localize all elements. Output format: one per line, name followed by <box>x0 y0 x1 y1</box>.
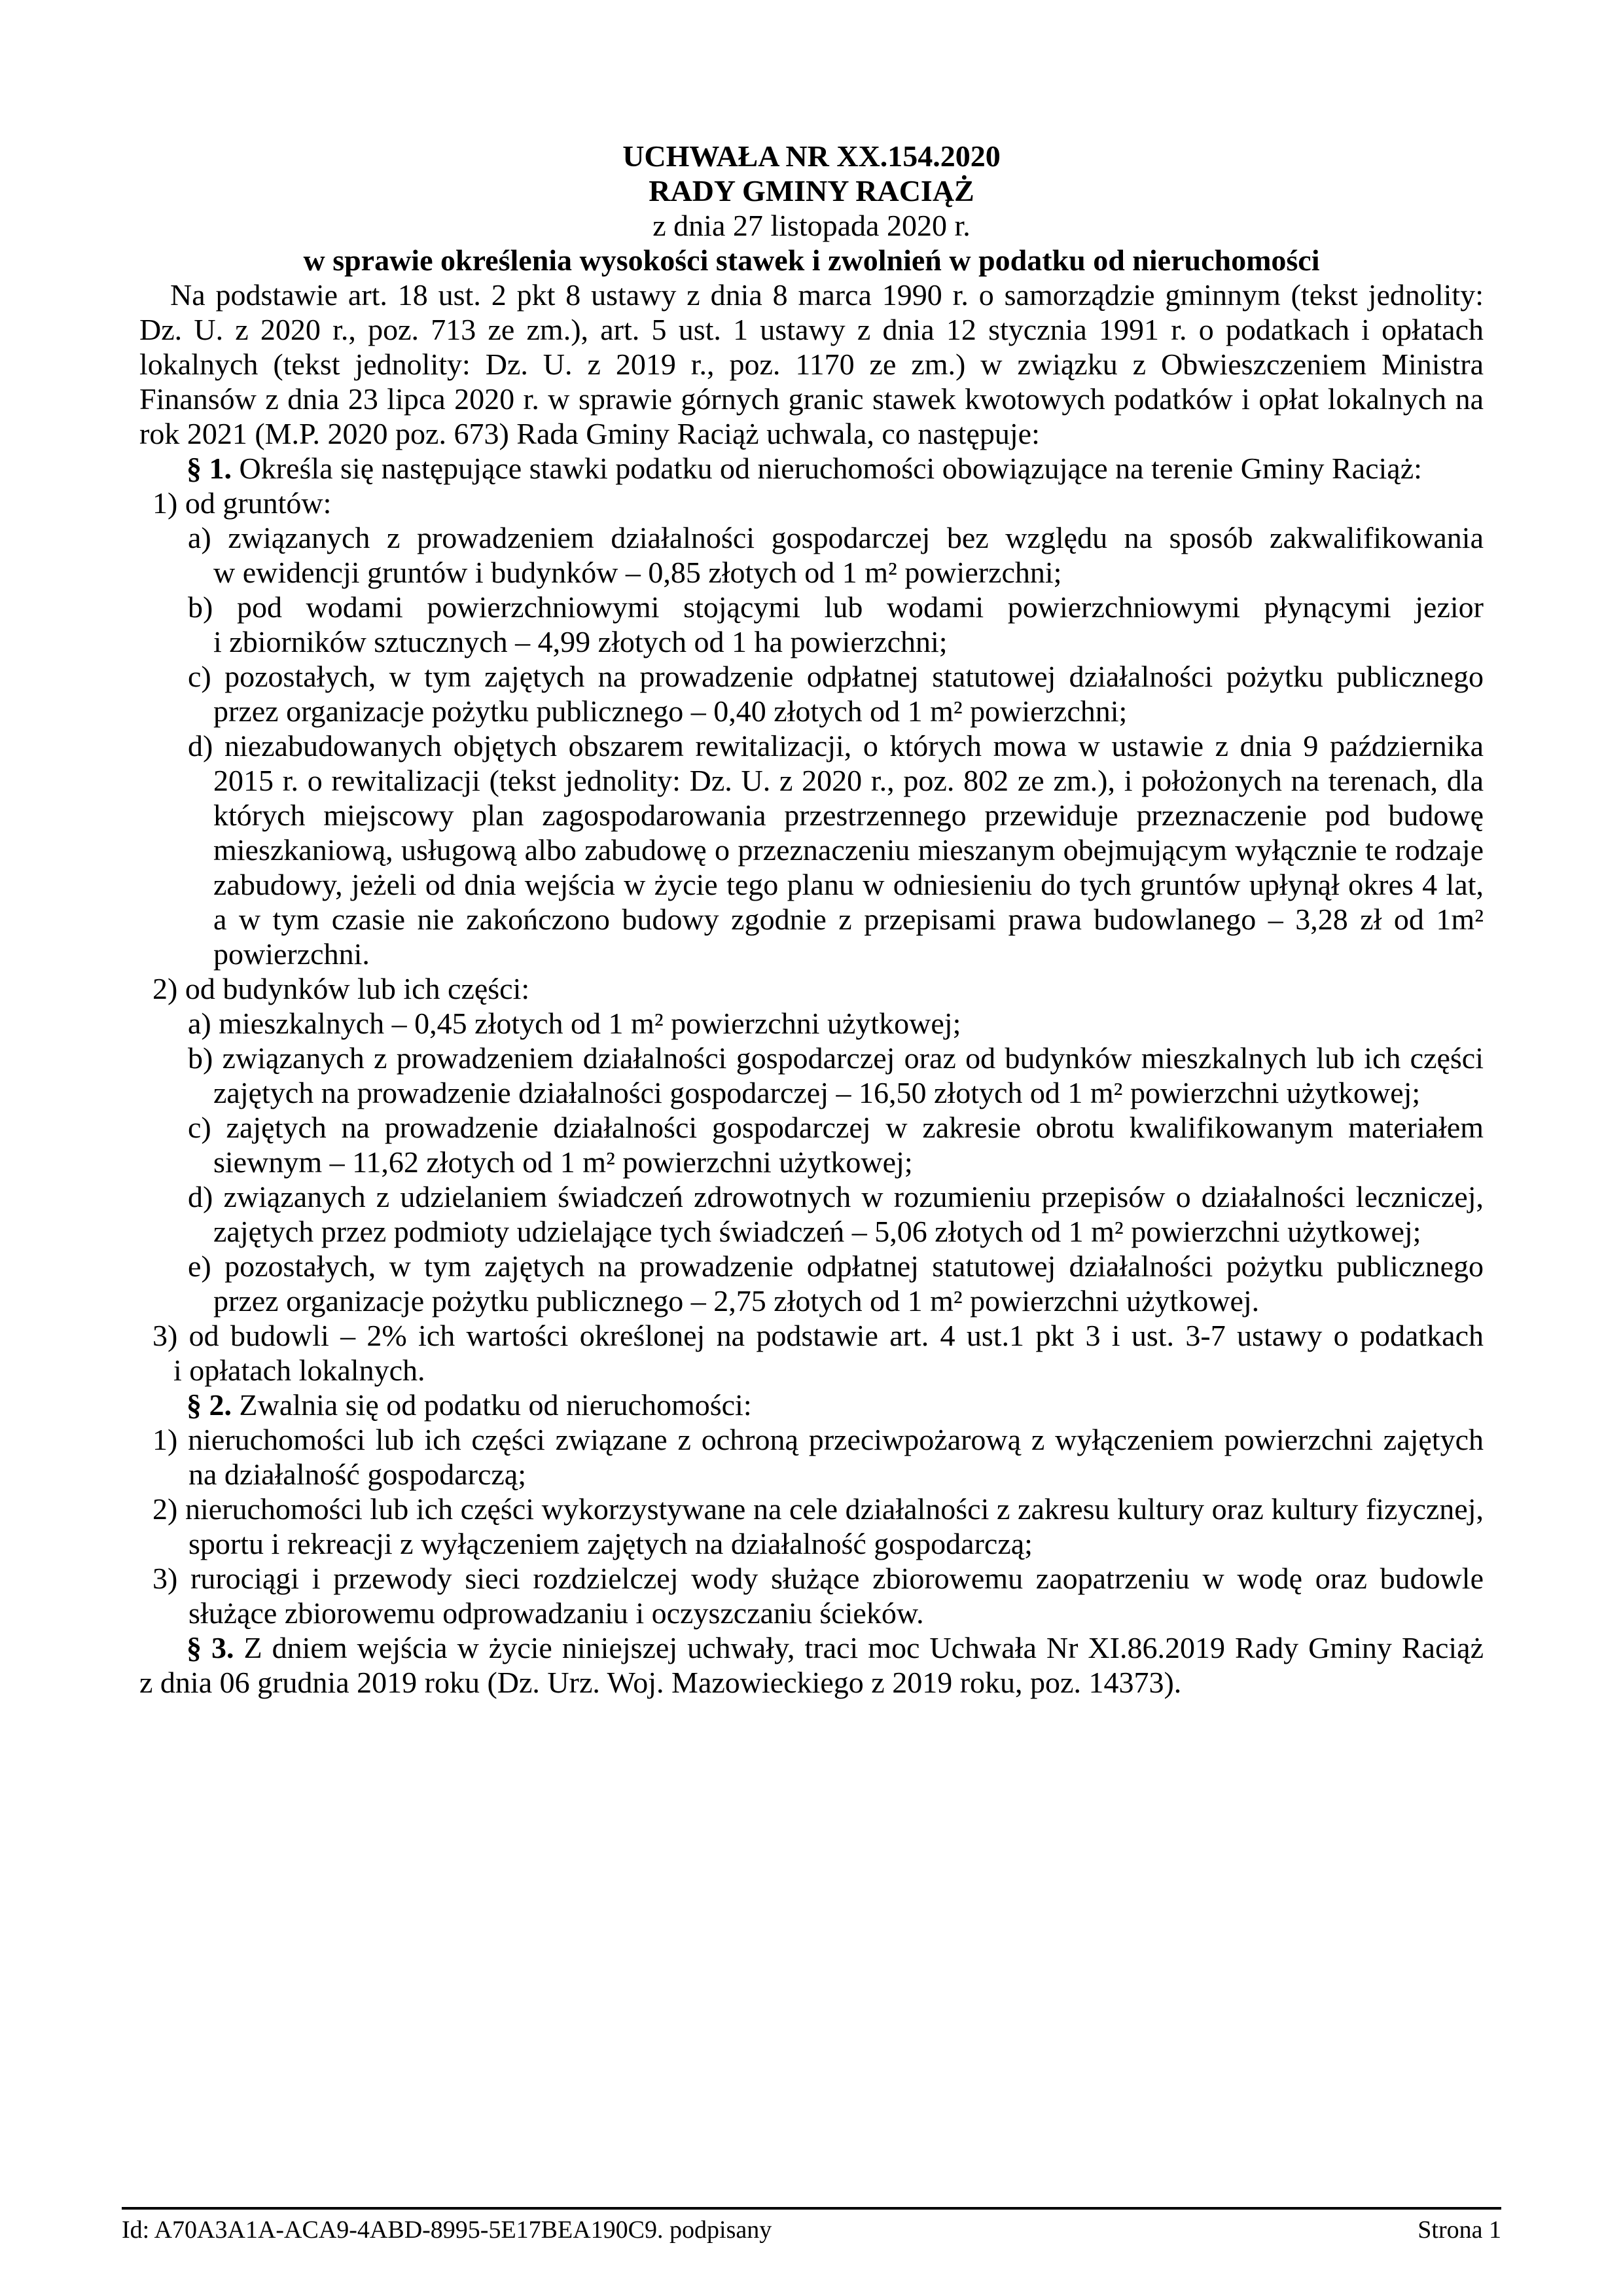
list-item-structures <box>139 1318 1484 1388</box>
exemption-item-1 <box>139 1422 1484 1492</box>
list-item-buildings-d-text: związanych z udzielaniem świadczeń zdrowotnych w rozumieniu przepisów o działalności leczniczej, zajętych przez podmioty udzielające tych świadczeń – 5,06 złotych od 1 m² powierzchni użytkowej; <box>213 1180 1484 1248</box>
list-item-grounds-marker: 1) <box>152 486 178 520</box>
exemption-item-3-text: rurociągi i przewody sieci rozdzielczej wody służące zbiorowemu zaopatrzeniu w wodę oraz budowle służące zbiorowemu odprowadzaniu i oczyszczaniu ścieków. <box>188 1562 1484 1630</box>
list-item-buildings-c-marker: c) <box>188 1111 211 1144</box>
list-item-grounds-c <box>139 659 1484 728</box>
list-item-buildings-marker: 2) <box>152 972 178 1005</box>
page-footer <box>122 2215 1501 2245</box>
list-item-buildings-a <box>139 1006 1484 1041</box>
footer-document-id: Id: A70A3A1A-ACA9-4ABD-8995-5E17BEA190C9. podpisany <box>122 2216 772 2244</box>
section-3-marker: § 3. <box>187 1631 234 1664</box>
list-item-buildings-c-text: zajętych na prowadzenie działalności gospodarczej w zakresie obrotu kwalifikowanym materiałem siewnym – 11,62 złotych od 1 m² powierzchni użytkowej; <box>213 1111 1484 1179</box>
exemption-item-2-text: nieruchomości lub ich części wykorzystywane na cele działalności z zakresu kultury oraz kultury fizycznej, sportu i rekreacji z wyłączeniem zajętych na działalność gospodarczą; <box>185 1492 1484 1560</box>
list-item-buildings-a-text: mieszkalnych – 0,45 złotych od 1 m² powierzchni użytkowej; <box>219 1007 961 1040</box>
list-item-buildings-e <box>139 1249 1484 1318</box>
section-1-paragraph <box>139 451 1484 486</box>
list-item-structures-marker: 3) <box>152 1319 178 1352</box>
section-2-marker: § 2. <box>187 1388 232 1422</box>
list-item-grounds-c-text: pozostałych, w tym zajętych na prowadzenie odpłatnej statutowej działalności pożytku publicznego przez organizacje pożytku publicznego – 0,40 złotych od 1 m² powierzchni; <box>213 660 1484 728</box>
list-item-grounds-b-text: pod wodami powierzchniowymi stojącymi lub wodami powierzchniowymi płynącymi jezior i zbiorników sztucznych – 4,99 złotych od 1 ha powierzchni; <box>213 590 1484 658</box>
exemption-item-1-text: nieruchomości lub ich części związane z ochroną przeciwpożarową z wyłączeniem powierzchni zajętych na działalność gospodarczą; <box>188 1423 1484 1491</box>
section-1-text: Określa się następujące stawki podatku od nieruchomości obowiązujące na terenie Gminy Raciąż: <box>239 452 1422 485</box>
list-item-buildings-e-marker: e) <box>188 1249 211 1283</box>
exemption-item-3-marker: 3) <box>152 1562 178 1595</box>
list-item-grounds <box>139 486 1484 520</box>
exemption-item-3 <box>139 1561 1484 1630</box>
list-item-grounds-d <box>139 728 1484 971</box>
list-item-grounds-text: od gruntów: <box>185 486 332 520</box>
list-item-grounds-a-marker: a) <box>188 521 211 554</box>
section-1-marker: § 1. <box>187 452 232 485</box>
section-3-paragraph <box>139 1630 1484 1700</box>
list-item-buildings-text: od budynków lub ich części: <box>185 972 530 1005</box>
exemption-item-2 <box>139 1492 1484 1561</box>
exemption-item-1-marker: 1) <box>152 1423 178 1456</box>
list-item-buildings <box>139 971 1484 1006</box>
list-item-grounds-a <box>139 520 1484 590</box>
document-date: z dnia 27 listopada 2020 r. <box>652 209 971 242</box>
document-title-line1: UCHWAŁA NR XX.154.2020 <box>622 139 1001 173</box>
list-item-buildings-e-text: pozostałych, w tym zajętych na prowadzenie odpłatnej statutowej działalności pożytku publicznego przez organizacje pożytku publicznego – 2,75 złotych od 1 m² powierzchni użytkowej. <box>213 1249 1484 1318</box>
list-item-buildings-b-marker: b) <box>188 1041 213 1075</box>
list-item-grounds-d-marker: d) <box>188 729 213 762</box>
list-item-structures-text: od budowli – 2% ich wartości określonej na podstawie art. 4 ust.1 pkt 3 i ust. 3-7 ustawy o podatkach i opłatach lokalnych. <box>173 1319 1484 1387</box>
list-item-grounds-b <box>139 590 1484 659</box>
section-3-text: Z dniem wejścia w życie niniejszej uchwały, traci moc Uchwała Nr XI.86.2019 Rady Gminy Raciąż z dnia 06 grudnia 2019 roku (Dz. Urz. Woj. Mazowieckiego z 2019 roku, poz. 14373). <box>139 1631 1484 1699</box>
document-subject: w sprawie określenia wysokości stawek i zwolnień w podatku od nieruchomości <box>303 243 1320 277</box>
document-title-line2: RADY GMINY RACIĄŻ <box>649 174 974 207</box>
list-item-grounds-a-text: związanych z prowadzeniem działalności gospodarczej bez względu na sposób zakwalifikowania w ewidencji gruntów i budynków – 0,85 złotych od 1 m² powierzchni; <box>213 521 1484 589</box>
legal-basis-paragraph: Na podstawie art. 18 ust. 2 pkt 8 ustawy z dnia 8 marca 1990 r. o samorządzie gminnym (tekst jednolity: Dz. U. z 2020 r., poz. 713 ze zm.), art. 5 ust. 1 ustawy z dnia 12 stycznia 1991 r. o podatkach i opłatach lokalnych (tekst jednolity: Dz. U. z 2019 r., poz. 1170 ze zm.) w związku z Obwieszczeniem Ministra Finansów z dnia 23 lipca 2020 r. w sprawie górnych granic stawek kwotowych podatków i opłat lokalnych na rok 2021 (M.P. 2020 poz. 673) Rada Gminy Raciąż uchwala, co następuje: <box>139 278 1484 450</box>
list-item-buildings-b <box>139 1041 1484 1110</box>
exemption-item-2-marker: 2) <box>152 1492 178 1526</box>
list-item-grounds-d-text: niezabudowanych objętych obszarem rewitalizacji, o których mowa w ustawie z dnia 9 października 2015 r. o rewitalizacji (tekst jednolity: Dz. U. z 2020 r., poz. 802 ze zm.), i położonych na terenach, dla których miejscowy plan zagospodarowania przestrzennego przewiduje przeznaczenie pod budowę mieszkaniową, usługową albo zabudowę o przeznaczeniu mieszanym obejmującym wyłącznie te rodzaje zabudowy, jeżeli od dnia wejścia w życie tego planu w odniesieniu do tych gruntów upłynął okres 4 lat, a w tym czasie nie zakończono budowy zgodnie z przepisami prawa budowlanego – 3,28 zł od 1m² powierzchni. <box>213 729 1484 971</box>
list-item-buildings-d-marker: d) <box>188 1180 213 1213</box>
list-item-grounds-c-marker: c) <box>188 660 211 693</box>
list-item-grounds-b-marker: b) <box>188 590 213 624</box>
list-item-buildings-d <box>139 1179 1484 1249</box>
footer-separator-line <box>122 2207 1501 2210</box>
section-2-paragraph <box>139 1388 1484 1422</box>
section-2-text: Zwalnia się od podatku od nieruchomości: <box>239 1388 752 1422</box>
list-item-buildings-b-text: związanych z prowadzeniem działalności gospodarczej oraz od budynków mieszkalnych lub ich części zajętych na prowadzenie działalności gospodarczej – 16,50 złotych od 1 m² powierzchni użytkowej; <box>213 1041 1484 1109</box>
list-item-buildings-a-marker: a) <box>188 1007 211 1040</box>
footer-page-number: Strona 1 <box>1418 2216 1501 2244</box>
list-item-buildings-c <box>139 1110 1484 1179</box>
